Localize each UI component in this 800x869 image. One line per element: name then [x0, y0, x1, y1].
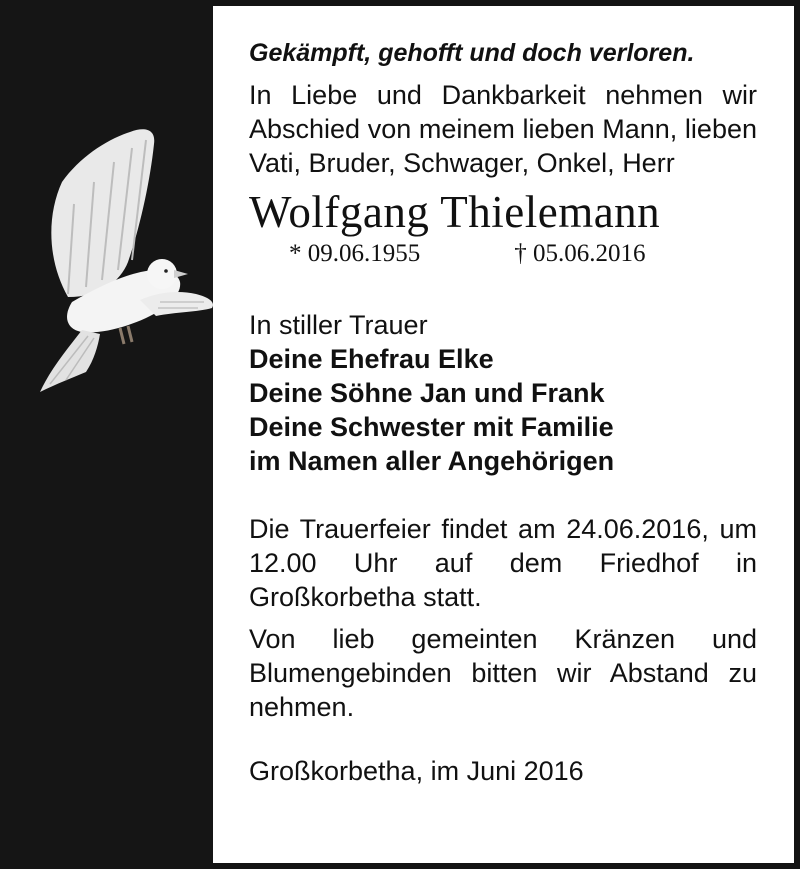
place-date: Großkorbetha, im Juni 2016 — [249, 756, 584, 786]
deceased-name: Wolfgang Thielemann — [249, 187, 661, 237]
birth-date: * 09.06.1955 — [289, 240, 421, 267]
mourner-line: Deine Ehefrau Elke — [249, 344, 494, 374]
mourner-line: Deine Söhne Jan und Frank — [249, 378, 605, 408]
mourning-heading: In stiller Trauer — [249, 310, 428, 340]
black-side-band — [0, 0, 213, 869]
motto-heading: Gekämpft, gehofft und doch verloren. — [249, 39, 695, 67]
intro-text: In Liebe und Dankbarkeit nehmen wir Abschied von meinem lieben Mann, lieben Vati, Bruder, Schwager, Onkel, Herr — [249, 80, 757, 178]
mourner-line: im Namen aller Angehörigen — [249, 446, 615, 476]
mourner-line: Deine Schwester mit Familie — [249, 412, 614, 442]
wreath-note: Von lieb gemeinten Kränzen und Blumengebinden bitten wir Abstand zu nehmen. — [249, 624, 757, 722]
death-date: † 05.06.2016 — [514, 240, 646, 267]
life-dates — [289, 238, 757, 270]
notice-content — [249, 36, 757, 788]
dove-icon — [28, 122, 220, 402]
service-info: Die Trauerfeier findet am 24.06.2016, um 12.00 Uhr auf dem Friedhof in Großkorbetha statt. — [249, 514, 757, 612]
